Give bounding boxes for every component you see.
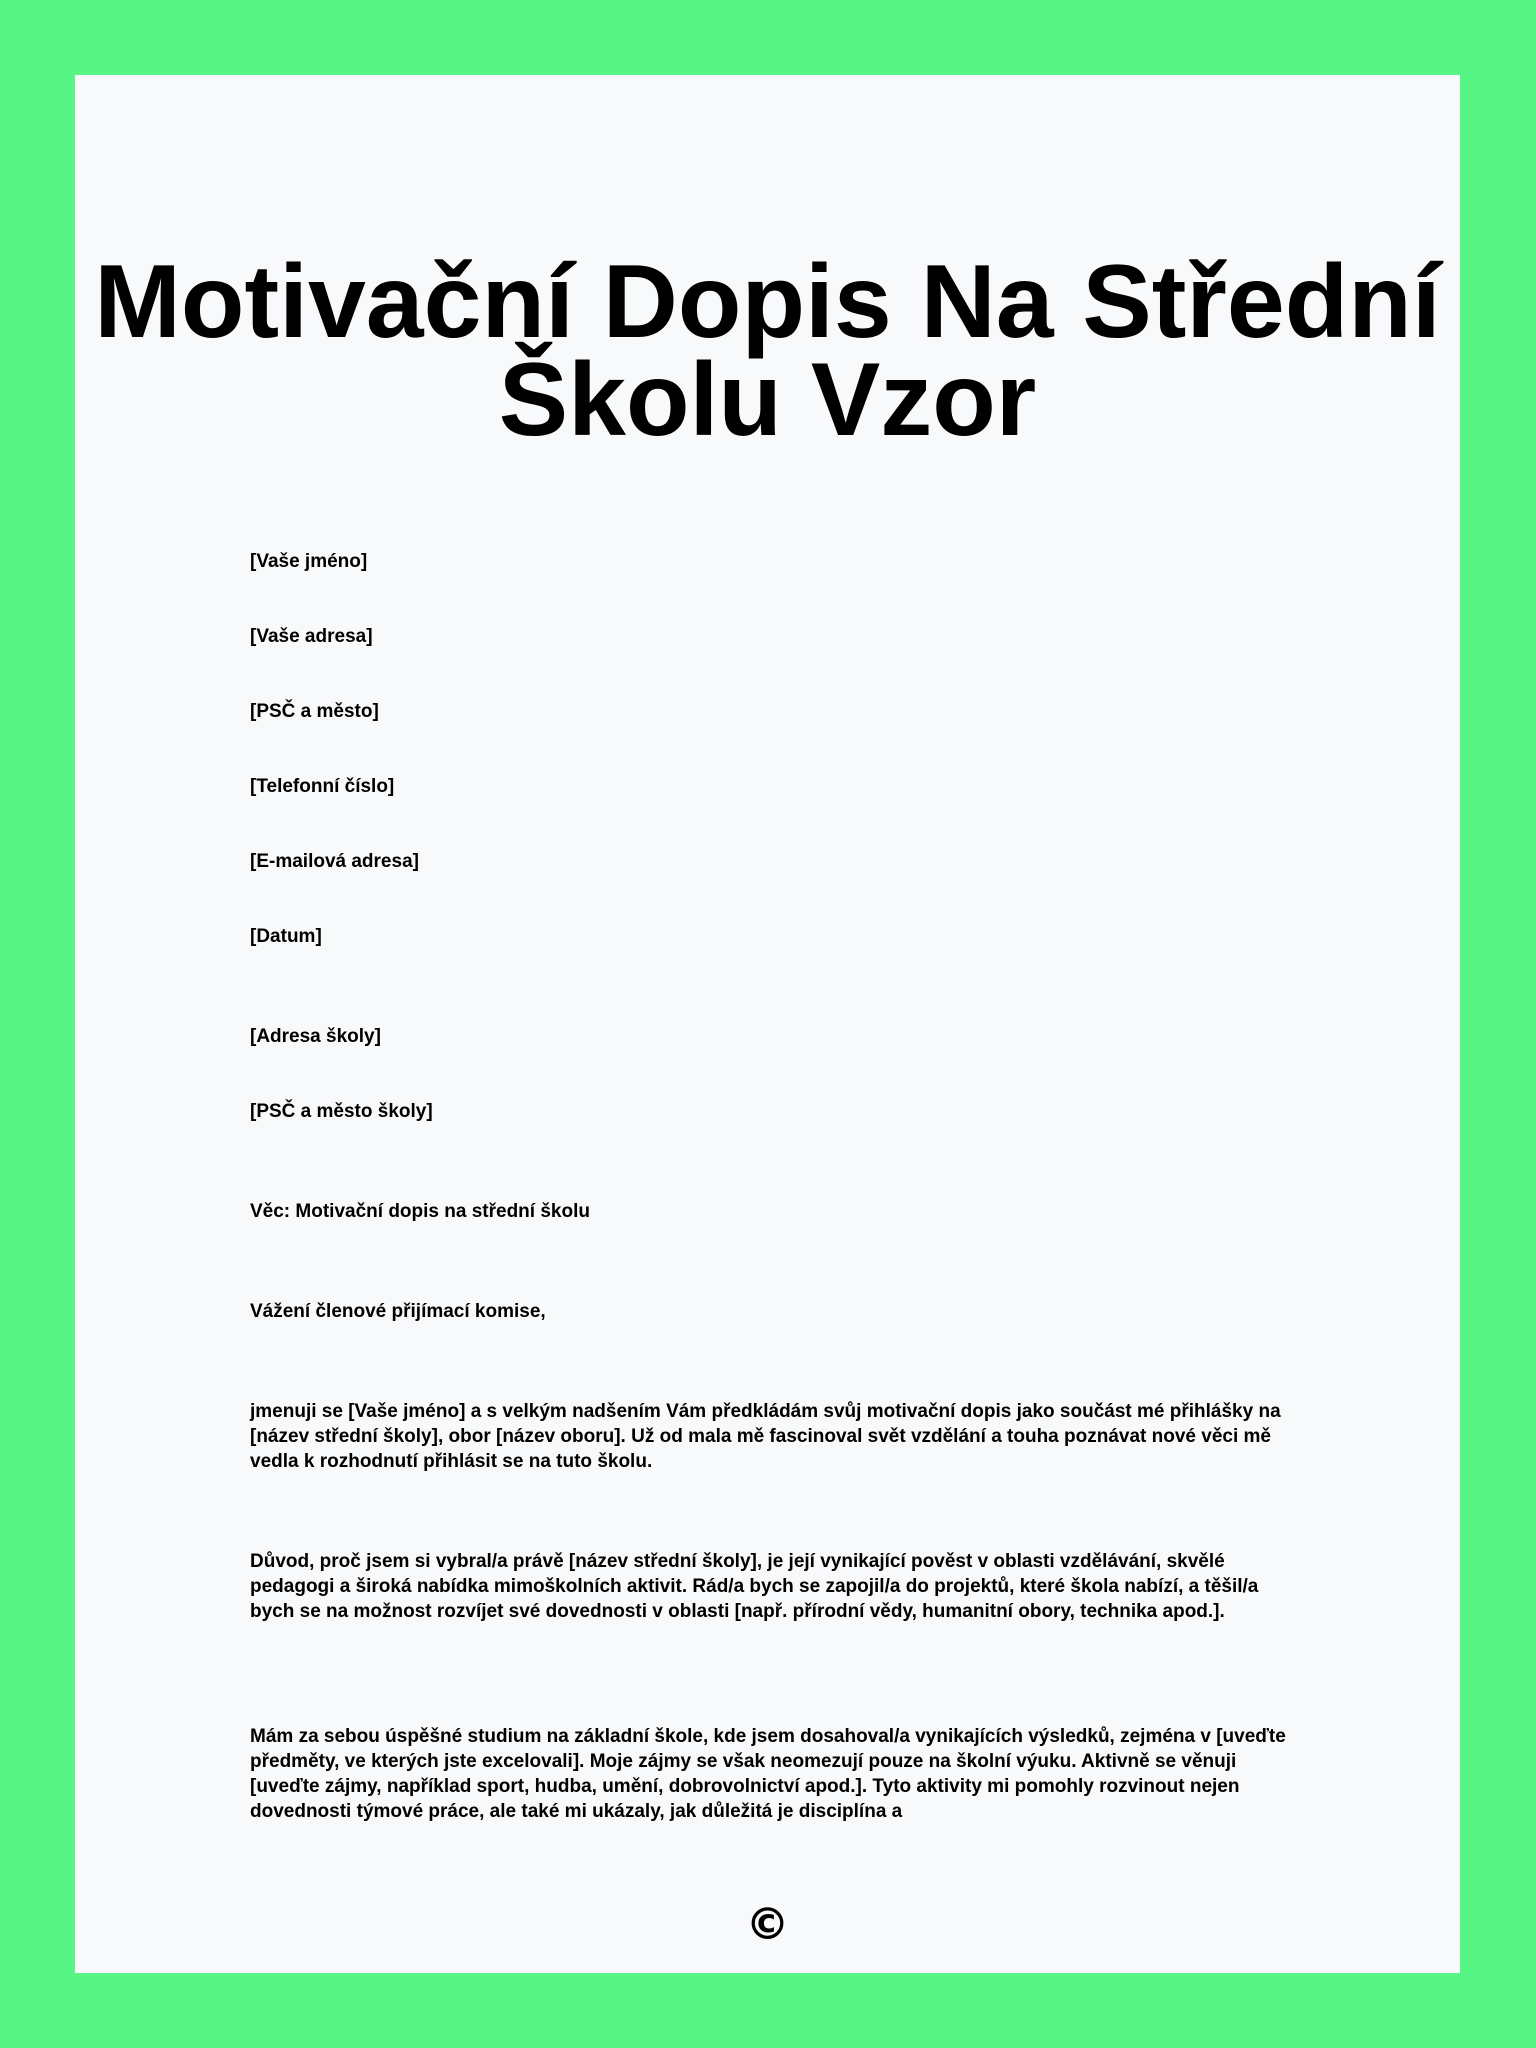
recipient-school-zip-city: [PSČ a město školy] — [250, 1101, 433, 1122]
letter-paragraph: jmenuji se [Vaše jméno] a s velkým nadšením Vám předkládám svůj motivační dopis jako součást mé přihlášky na [název střední školy], obor [název oboru]. Už od mala mě fascinoval svět vzdělání a touha poznávat nové věci mě vedla k rozhodnutí přihlásit se na tuto školu. — [250, 1401, 1281, 1472]
letter-subject: Věc: Motivační dopis na střední školu — [250, 1201, 590, 1222]
sender-phone: [Telefonní číslo] — [250, 776, 395, 797]
letter-salutation: Vážení členové přijímací komise, — [250, 1301, 546, 1322]
letter-date: [Datum] — [250, 926, 322, 947]
sender-email: [E-mailová adresa] — [250, 851, 419, 872]
sender-address: [Vaše adresa] — [250, 626, 373, 647]
letter-paragraph: Důvod, proč jsem si vybral/a právě [název střední školy], je její vynikající pověst v oblasti vzdělávání, skvělé pedagogi a široká nabídka mimoškolních aktivit. Rád/a bych se zapojil/a do projektů, které škola nabízí, a těšil/a bych se na možnost rozvíjet své dovednosti v oblasti [např. přírodní vědy, humanitní obory, technika apod.]. — [250, 1551, 1259, 1622]
letter-paragraph: Mám za sebou úspěšné studium na základní škole, kde jsem dosahoval/a vynikajících výsledků, zejména v [uveďte předměty, ve kterých jste excelovali]. Moje zájmy se však neomezují pouze na školní výuku. Aktivně se věnuji [uveďte zájmy, například sport, hudba, umění, dobrovolnictví apod.]. Tyto aktivity mi pomohly rozvinout nejen dovednosti týmové práce, ale také mi ukázaly, jak důležitá je disciplína a — [250, 1726, 1286, 1822]
document-page — [75, 75, 1460, 1973]
sender-zip-city: [PSČ a město] — [250, 701, 379, 722]
recipient-school-address: [Adresa školy] — [250, 1026, 381, 1047]
document-title: Motivační Dopis Na Střední Školu Vzor — [94, 244, 1441, 458]
sender-name: [Vaše jméno] — [250, 551, 368, 572]
copyright-icon: © — [745, 1899, 790, 1950]
